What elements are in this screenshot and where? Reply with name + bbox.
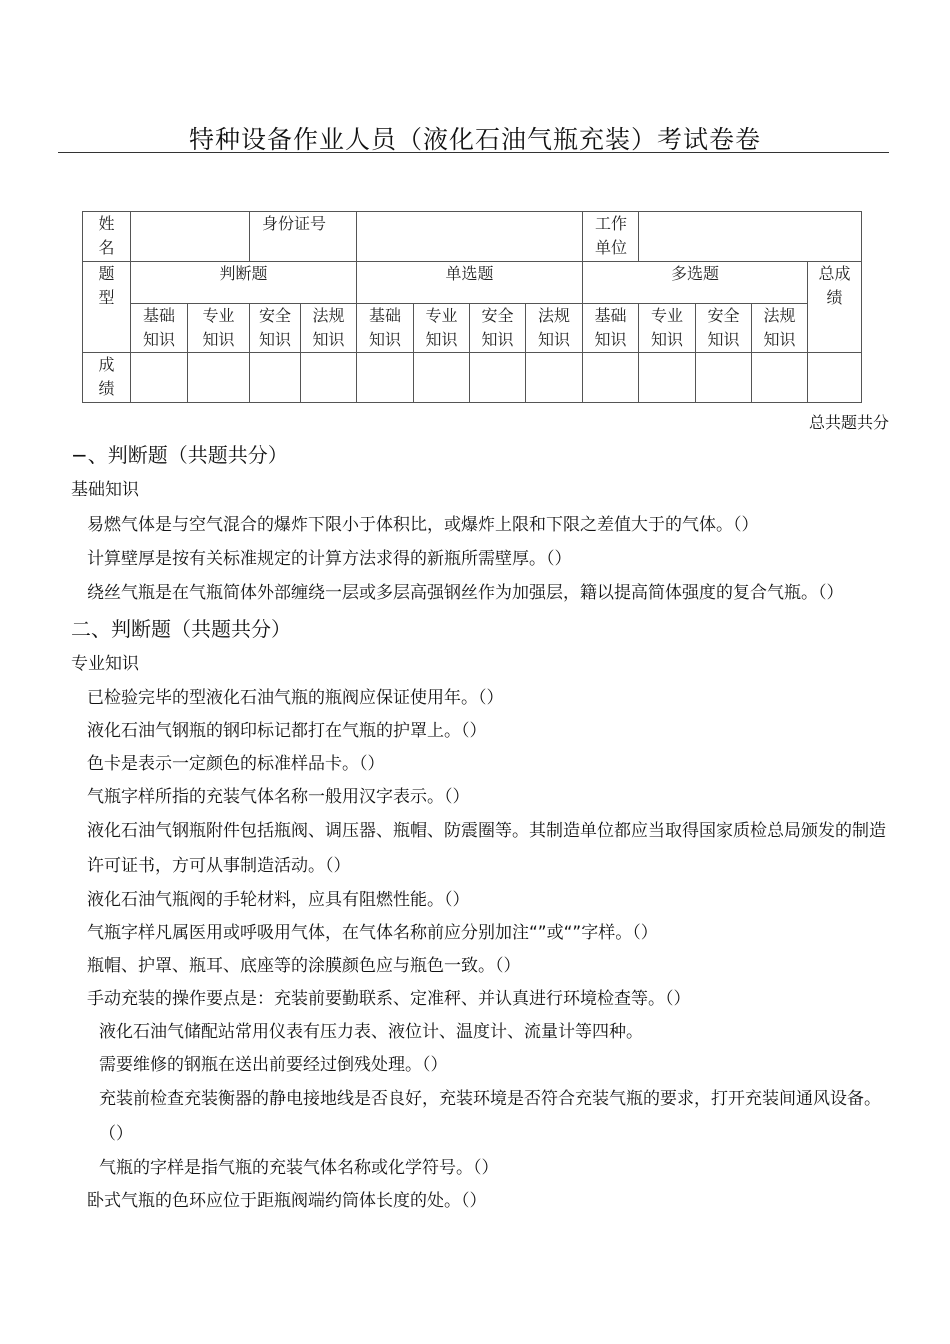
sub-header-cell [696,304,752,353]
sub-header-cell [752,304,808,353]
sub-header-cell [357,304,414,353]
score-cell [696,353,752,403]
total-score-label: 总成绩 [818,264,851,307]
section-heading: 二、判断题（共题共分） [71,617,291,641]
question-item: 液化石油气钢瓶的钢印标记都打在气瓶的护罩上。（） [87,721,487,741]
question-item: 计算壁厚是按有关标准规定的计算方法求得的新瓶所需壁厚。（） [87,549,572,569]
score-label: 成绩 [98,355,115,398]
name-label: 姓名 [98,214,115,257]
multi-group-header: 多选题 [583,262,808,304]
sub-header-cell [131,304,188,353]
section-subheading: 专业知识 [71,654,139,674]
sub-header: 专业知识 [202,306,235,349]
question-item: 需要维修的钢瓶在送出前要经过倒残处理。（） [99,1055,448,1075]
question-item: 气瓶的字样是指气瓶的充装气体名称或化学符号。（） [99,1158,499,1178]
score-label-cell [83,353,131,403]
question-item: 液化石油气瓶阀的手轮材料，应具有阻燃性能。（） [87,890,470,910]
sub-header: 安全知识 [481,306,514,349]
judge-group-header: 判断题 [131,262,357,304]
total-score-cell [808,353,862,403]
section-heading: −、判断题（共题共分） [71,443,288,467]
sub-header-cell [470,304,526,353]
type-label-cell [83,262,131,353]
score-cell [639,353,696,403]
sub-header: 专业知识 [651,306,684,349]
name-value-cell [131,212,250,262]
score-cell [188,353,250,403]
sub-header: 法规知识 [312,306,345,349]
score-cell [752,353,808,403]
question-item: 绕丝气瓶是在气瓶简体外部缠绕一层或多层高强钢丝作为加强层，籍以提高简体强度的复合气瓶。（） [87,583,844,603]
sub-header: 法规知识 [763,306,796,349]
sub-header-cell [188,304,250,353]
score-cell [526,353,583,403]
type-label: 题型 [98,264,115,307]
sub-header: 安全知识 [707,306,740,349]
total-note: 总共题共分 [808,413,889,432]
sub-header-cell [526,304,583,353]
score-cell [470,353,526,403]
question-item: 液化石油气钢瓶附件包括瓶阀、调压器、瓶帽、防震圈等。其制造单位都应当取得国家质检总局颁发的制造许可证书，方可从事制造活动。（） [87,821,886,876]
question-item: 卧式气瓶的色环应位于距瓶阀端约筒体长度的处。（） [87,1191,487,1211]
question-item: 充装前检查充装衡器的静电接地线是否良好，充装环境是否符合充装气瓶的要求，打开充装间通风设备。（） [99,1089,881,1144]
question-item: 色卡是表示一定颜色的标准样品卡。（） [87,754,385,774]
question-body [71,437,889,1218]
question-item: 已检验完毕的型液化石油气瓶的瓶阀应保证使用年。（） [87,688,504,708]
score-cell [301,353,357,403]
sub-header: 安全知识 [259,306,292,349]
score-cell [131,353,188,403]
unit-value-cell [639,212,862,262]
question-item: 气瓶字样所指的充装气体名称一般用汉字表示。（） [87,787,470,807]
sub-header: 基础知识 [594,306,627,349]
question-item: 液化石油气储配站常用仪表有压力表、液位计、温度计、流量计等四种。 [99,1022,643,1042]
id-label: 身份证号 [262,214,327,233]
question-item: 气瓶字样凡属医用或呼吸用气体，在气体名称前应分别加注“”或“”字样。（） [87,923,658,943]
score-cell [357,353,414,403]
section-subheading: 基础知识 [71,480,139,500]
score-cell [414,353,470,403]
sub-header-cell [250,304,301,353]
id-label-cell [250,212,357,262]
score-cell [250,353,301,403]
single-group-header: 单选题 [357,262,583,304]
sub-header: 基础知识 [143,306,176,349]
sub-header: 基础知识 [369,306,402,349]
question-item: 瓶帽、护罩、瓶耳、底座等的涂膜颜色应与瓶色一致。（） [87,956,521,976]
question-item: 易燃气体是与空气混合的爆炸下限小于体积比，或爆炸上限和下限之差值大于的气体。（） [87,515,759,535]
name-label-cell [83,212,131,262]
sub-header: 专业知识 [425,306,458,349]
score-table [82,211,862,403]
sub-header-cell [414,304,470,353]
document-title: 特种设备作业人员（液化石油气瓶充装）考试卷卷 [188,125,761,154]
sub-header-cell [639,304,696,353]
sub-header-cell [301,304,357,353]
score-cell [583,353,639,403]
total-score-label-cell [808,262,862,353]
title-underline [58,152,889,153]
unit-label: 工作单位 [595,214,628,257]
sub-header: 法规知识 [538,306,571,349]
id-value-cell [357,212,583,262]
question-item: 手动充装的操作要点是：充装前要勤联系、定准秤、并认真进行环境检查等。（） [87,989,691,1009]
sub-header-cell [583,304,639,353]
unit-label-cell [583,212,639,262]
